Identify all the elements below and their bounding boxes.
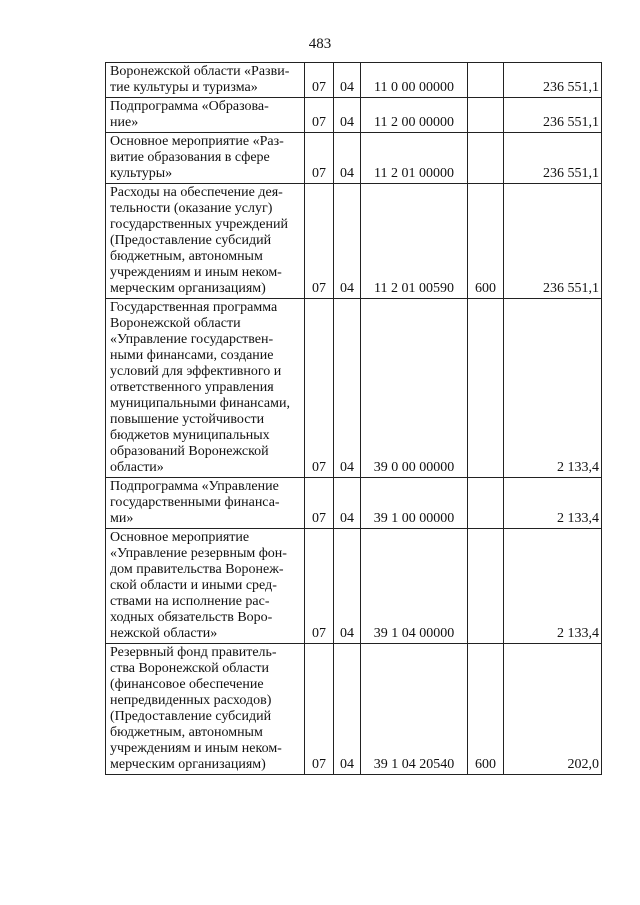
row-name-cell: Основное мероприятие «Раз- витие образования в сфере культуры» bbox=[106, 133, 305, 184]
table-row bbox=[106, 299, 602, 478]
section-code-cell: 07 bbox=[305, 299, 334, 478]
row-name-cell: Подпрограмма «Образова- ние» bbox=[106, 98, 305, 133]
section-code-cell: 07 bbox=[305, 644, 334, 775]
amount-cell: 236 551,1 bbox=[504, 184, 602, 299]
section-code-cell: 07 bbox=[305, 478, 334, 529]
page-number: 483 bbox=[308, 36, 332, 52]
expense-type-cell bbox=[468, 299, 504, 478]
subsection-code-cell: 04 bbox=[334, 133, 361, 184]
amount-cell: 2 133,4 bbox=[504, 529, 602, 644]
row-name-cell: Основное мероприятие «Управление резервным фон- дом правительства Воронеж- ской области и иными сред- ствами на исполнение рас- ходных обязательств Воро- нежской области» bbox=[106, 529, 305, 644]
row-name-cell: Воронежской области «Разви- тие культуры и туризма» bbox=[106, 63, 305, 98]
amount-cell: 236 551,1 bbox=[504, 63, 602, 98]
amount-cell: 202,0 bbox=[504, 644, 602, 775]
target-article-cell: 11 2 00 00000 bbox=[361, 98, 468, 133]
amount-cell: 2 133,4 bbox=[504, 478, 602, 529]
subsection-code-cell: 04 bbox=[334, 63, 361, 98]
section-code-cell: 07 bbox=[305, 529, 334, 644]
target-article-cell: 39 0 00 00000 bbox=[361, 299, 468, 478]
expense-type-cell bbox=[468, 98, 504, 133]
target-article-cell: 39 1 04 00000 bbox=[361, 529, 468, 644]
amount-cell: 236 551,1 bbox=[504, 98, 602, 133]
budget-table bbox=[105, 62, 602, 775]
amount-cell: 236 551,1 bbox=[504, 133, 602, 184]
table-row bbox=[106, 98, 602, 133]
section-code-cell: 07 bbox=[305, 133, 334, 184]
expense-type-cell bbox=[468, 63, 504, 98]
expense-type-cell: 600 bbox=[468, 184, 504, 299]
subsection-code-cell: 04 bbox=[334, 299, 361, 478]
table-row bbox=[106, 529, 602, 644]
section-code-cell: 07 bbox=[305, 98, 334, 133]
target-article-cell: 11 0 00 00000 bbox=[361, 63, 468, 98]
expense-type-cell bbox=[468, 529, 504, 644]
target-article-cell: 11 2 01 00000 bbox=[361, 133, 468, 184]
subsection-code-cell: 04 bbox=[334, 478, 361, 529]
section-code-cell: 07 bbox=[305, 184, 334, 299]
subsection-code-cell: 04 bbox=[334, 98, 361, 133]
subsection-code-cell: 04 bbox=[334, 644, 361, 775]
expense-type-cell bbox=[468, 478, 504, 529]
table-row bbox=[106, 644, 602, 775]
expense-type-cell: 600 bbox=[468, 644, 504, 775]
row-name-cell: Резервный фонд правитель- ства Воронежской области (финансовое обеспечение непредвиденных расходов) (Предоставление субсидий бюджетным, автономным учреждениям и иным неком- мерческим организациям) bbox=[106, 644, 305, 775]
target-article-cell: 39 1 04 20540 bbox=[361, 644, 468, 775]
subsection-code-cell: 04 bbox=[334, 529, 361, 644]
target-article-cell: 39 1 00 00000 bbox=[361, 478, 468, 529]
target-article-cell: 11 2 01 00590 bbox=[361, 184, 468, 299]
row-name-cell: Государственная программа Воронежской области «Управление государствен- ными финансами, создание условий для эффективного и ответственного управления муниципальными финансами, повышение устойчивости бюджетов муниципальных образований Воронежской области» bbox=[106, 299, 305, 478]
table-row bbox=[106, 133, 602, 184]
row-name-cell: Расходы на обеспечение дея- тельности (оказание услуг) государственных учреждений (Предоставление субсидий бюджетным, автономным учреждениям и иным неком- мерческим организациям) bbox=[106, 184, 305, 299]
table-row bbox=[106, 63, 602, 98]
table-row bbox=[106, 184, 602, 299]
section-code-cell: 07 bbox=[305, 63, 334, 98]
amount-cell: 2 133,4 bbox=[504, 299, 602, 478]
table-row bbox=[106, 478, 602, 529]
subsection-code-cell: 04 bbox=[334, 184, 361, 299]
row-name-cell: Подпрограмма «Управление государственными финанса- ми» bbox=[106, 478, 305, 529]
expense-type-cell bbox=[468, 133, 504, 184]
